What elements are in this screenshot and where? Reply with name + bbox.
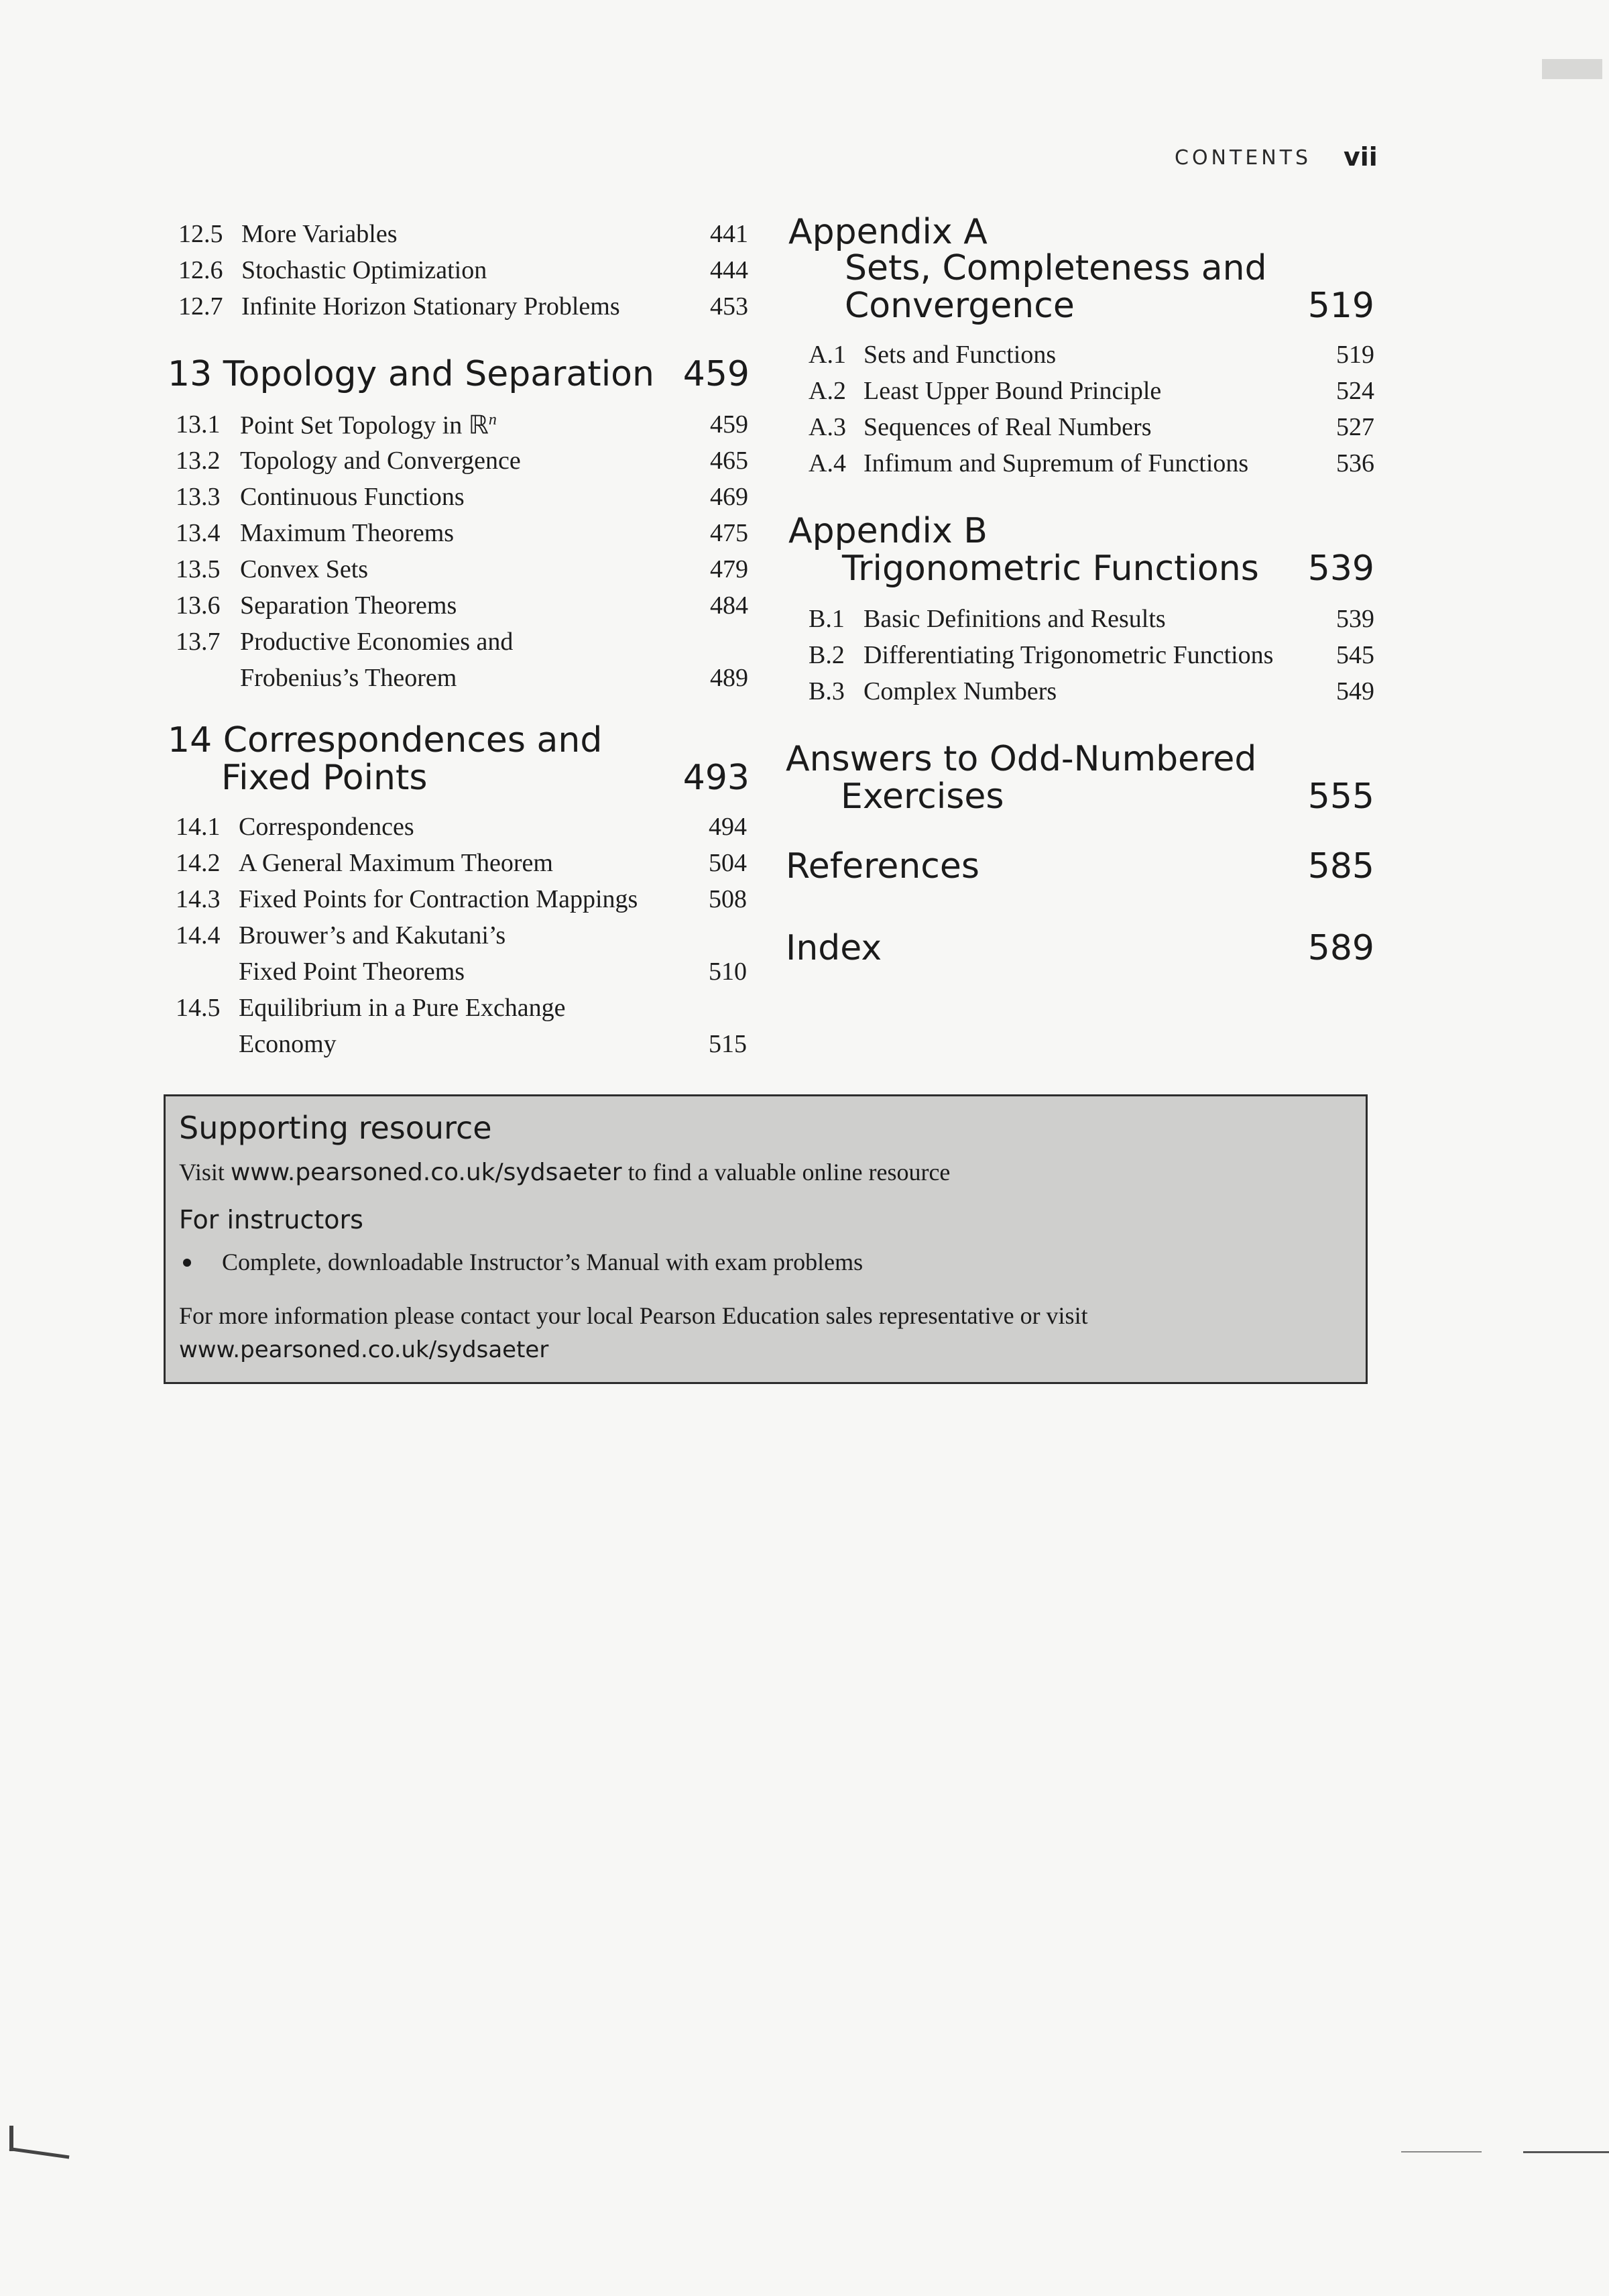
support-visit-link[interactable]: www.pearsoned.co.uk/sydsaeter bbox=[230, 1159, 622, 1186]
chapter-14-heading-line2[interactable]: Fixed Points bbox=[221, 758, 428, 798]
toc-page-13-3: 469 bbox=[710, 483, 748, 511]
toc-page-14-3: 508 bbox=[709, 885, 747, 913]
toc-page-b-3: 549 bbox=[1336, 677, 1374, 705]
toc-page-12-5: 441 bbox=[710, 220, 748, 248]
running-head: CONTENTS bbox=[1175, 146, 1312, 170]
toc-page-13-1: 459 bbox=[710, 410, 748, 439]
appendix-a-page: 519 bbox=[1307, 286, 1374, 326]
chapter-13-heading[interactable]: 13 Topology and Separation bbox=[168, 354, 654, 394]
toc-entry-13-7-line2: Frobenius’s Theorem bbox=[240, 664, 457, 692]
toc-page-14-1: 494 bbox=[709, 813, 747, 841]
toc-page-13-2: 465 bbox=[710, 447, 748, 475]
toc-page-12-7: 453 bbox=[710, 292, 748, 321]
support-heading: Supporting resource bbox=[179, 1110, 492, 1146]
appendix-a-title-line2[interactable]: Convergence bbox=[845, 286, 1075, 326]
instructors-heading: For instructors bbox=[179, 1205, 363, 1235]
toc-page-a-2: 524 bbox=[1336, 377, 1374, 405]
supporting-resource-box bbox=[164, 1094, 1368, 1384]
index-title[interactable]: Index bbox=[786, 928, 882, 968]
chapter-14-heading-line1[interactable]: 14 Correspondences and bbox=[168, 720, 603, 760]
toc-page-13-5: 479 bbox=[710, 555, 748, 583]
appendix-a-title-line1[interactable]: Sets, Completeness and bbox=[845, 248, 1267, 288]
support-visit-line: Visit www.pearsoned.co.uk/sydsaeter to find a valuable online resource bbox=[179, 1159, 951, 1186]
toc-page-14-5: 515 bbox=[709, 1030, 747, 1058]
toc-page-b-2: 545 bbox=[1336, 641, 1374, 669]
appendix-b-page: 539 bbox=[1307, 549, 1374, 589]
toc-page-14-2: 504 bbox=[709, 849, 747, 877]
answers-page: 555 bbox=[1307, 777, 1374, 817]
toc-page-13-6: 484 bbox=[710, 591, 748, 620]
references-page: 585 bbox=[1307, 846, 1374, 886]
references-title[interactable]: References bbox=[786, 846, 979, 886]
appendix-b-title[interactable]: Trigonometric Functions bbox=[842, 549, 1259, 589]
answers-title-line2[interactable]: Exercises bbox=[841, 777, 1004, 817]
appendix-b-label[interactable]: Appendix B bbox=[788, 511, 988, 551]
bullet-icon bbox=[183, 1259, 191, 1267]
toc-page-b-1: 539 bbox=[1336, 605, 1374, 633]
more-info-link[interactable]: www.pearsoned.co.uk/sydsaeter bbox=[179, 1336, 549, 1363]
toc-page-13-7: 489 bbox=[710, 664, 748, 692]
index-page: 589 bbox=[1307, 928, 1374, 968]
appendix-a-label[interactable]: Appendix A bbox=[788, 212, 988, 252]
toc-entry-14-4-line2: Fixed Point Theorems bbox=[239, 958, 465, 986]
more-info-text: For more information please contact your local Pearson Education sales representative or visit bbox=[179, 1302, 1088, 1329]
chapter-14-page: 493 bbox=[682, 758, 750, 798]
answers-title-line1[interactable]: Answers to Odd-Numbered bbox=[786, 739, 1257, 779]
toc-page-a-4: 536 bbox=[1336, 449, 1374, 477]
scan-mark-right-2 bbox=[1401, 2151, 1482, 2152]
scan-smudge-top-right bbox=[1542, 59, 1602, 79]
page-number: vii bbox=[1344, 142, 1378, 172]
toc-entry-14-5-line2: Economy bbox=[239, 1030, 337, 1058]
toc-page-14-4: 510 bbox=[709, 958, 747, 986]
toc-page-a-3: 527 bbox=[1336, 413, 1374, 441]
instructors-bullet-text: Complete, downloadable Instructor’s Manual with exam problems bbox=[222, 1249, 863, 1275]
toc-page-a-1: 519 bbox=[1336, 341, 1374, 369]
scan-mark-right bbox=[1523, 2151, 1609, 2153]
chapter-13-page: 459 bbox=[682, 354, 750, 394]
scan-mark-left-tail bbox=[9, 2147, 70, 2159]
toc-page-13-4: 475 bbox=[710, 519, 748, 547]
toc-page-12-6: 444 bbox=[710, 256, 748, 284]
